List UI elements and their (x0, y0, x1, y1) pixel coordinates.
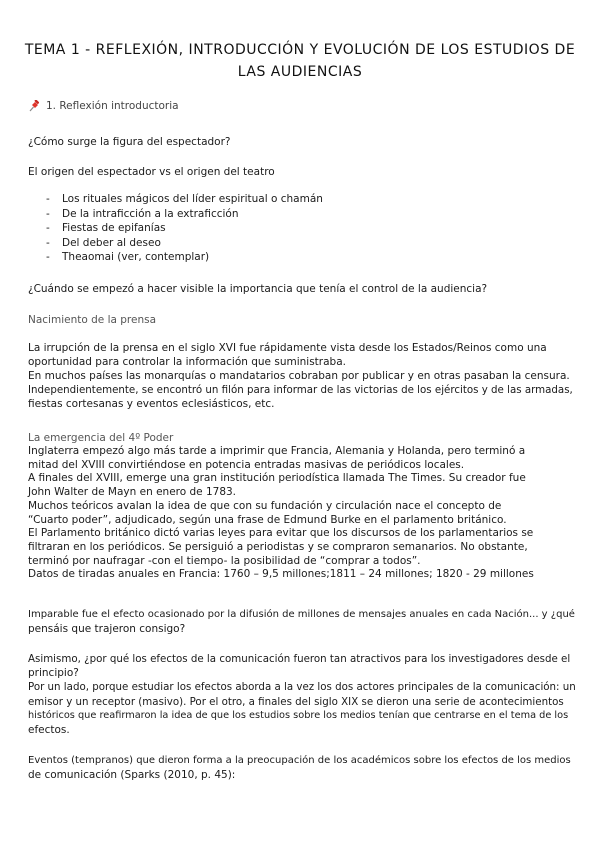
pushpin-icon (28, 100, 40, 112)
text-line: históricos que reafirmaron la idea de que los estudios sobre los medios tenían que centrarse en el tema de los (28, 709, 569, 721)
subheading-cuarto-poder: La emergencia del 4º Poder (28, 432, 174, 444)
text-line: terminó por naufragar -con el tiempo- la posibilidad de “comprar a todos”. (28, 554, 421, 567)
text-line: A finales del XVIII, emerge una gran institución periodística llamada The Times. Su creador fue (28, 472, 526, 485)
text-line: emisor y un receptor (masivo). Por el otro, a finales del siglo XIX se dieron una serie de acontecimientos (28, 695, 564, 708)
text-line: Inglaterra empezó algo más tarde a imprimir que Francia, Alemania y Holanda, pero terminó a (28, 445, 526, 457)
text-line: Por un lado, porque estudiar los efectos aborda a la vez los dos actores principales de la comunicación: un (28, 681, 576, 694)
rituals-list (28, 192, 576, 265)
text-line: fiestas cortesanas y eventos eclesiásticos, etc. (28, 398, 275, 410)
text-line: El Parlamento británico dictó varias leyes para evitar que los discursos de los parlamentarios se (28, 527, 534, 540)
text-line: Independientemente, se encontró un filón para informar de las victorias de los ejércitos y de las armadas, (28, 384, 573, 396)
question-spectator: ¿Cómo surge la figura del espectador? (28, 136, 231, 148)
text-line: Datos de tiradas anuales en Francia: 1760 – 9,5 millones;1811 – 24 millones; 1820 - 29 millones (28, 568, 534, 581)
text-line: John Walter de Mayn en enero de 1783. (28, 486, 237, 499)
text-line: “Cuarto poder”, adjudicado, según una frase de Edmund Burke en el parlamento británico. (28, 513, 507, 526)
list-item: - Theaomai (ver, contemplar) (28, 250, 576, 265)
text-line: mitad del XVIII convirtiéndose en potencia entradas masivas de periódicos locales. (28, 458, 465, 471)
question-audience-control: ¿Cuándo se empezó a hacer visible la importancia que tenía el control de la audiencia? (28, 283, 488, 295)
paragraph-asimismo (28, 652, 576, 737)
list-item: - Fiestas de epifanías (28, 221, 576, 236)
list-item: - Del deber al deseo (28, 236, 576, 251)
text-line: Muchos teóricos avalan la idea de que con su fundación y circulación nace el concepto de (28, 499, 502, 512)
paragraph-cuarto-poder (28, 445, 576, 582)
text-line: efectos. (28, 724, 70, 737)
section-heading (28, 99, 179, 113)
list-item: - De la intraficción a la extraficción (28, 207, 576, 222)
text-line: oportunidad para controlar la información que suministraba. (28, 356, 346, 368)
text-line: de comunicación (Sparks (2010, p. 45): (28, 769, 236, 781)
text-line: filtraran en los periódicos. Se persiguió a periodistas y se compraron semanarios. No obstante, (28, 540, 528, 553)
text-line: Imparable fue el efecto ocasionado por la difusión de millones de mensajes anuales en cada Nación... y ¿qué (28, 609, 575, 620)
text-line: Eventos (tempranos) que dieron forma a la preocupación de los académicos sobre los efectos de los medios (28, 755, 571, 766)
list-item: - Los rituales mágicos del líder espiritual o chamán (28, 192, 576, 207)
paragraph-eventos (28, 754, 576, 782)
text-line: pensáis que trajeron consigo? (28, 623, 186, 635)
subheading-prensa: Nacimiento de la prensa (28, 314, 157, 326)
paragraph-prensa (28, 341, 576, 411)
page-title: TEMA 1 - REFLEXIÓN, INTRODUCCIÓN Y EVOLUCIÓN DE LOS ESTUDIOS DE LAS AUDIENCIAS (24, 42, 576, 81)
origin-line: El origen del espectador vs el origen del teatro (28, 166, 275, 178)
section-heading-label: 1. Reflexión introductoria (46, 100, 179, 112)
paragraph-imparable (28, 608, 576, 636)
text-line: principio? (28, 667, 79, 680)
text-line: En muchos países las monarquías o mandatarios cobraban por publicar y en otras pasaban la censura. (28, 370, 570, 382)
text-line: La irrupción de la prensa en el siglo XVI fue rápidamente vista desde los Estados/Reinos como una (28, 342, 547, 354)
text-line: Asimismo, ¿por qué los efectos de la comunicación fueron tan atractivos para los investigadores desde el (28, 653, 571, 665)
